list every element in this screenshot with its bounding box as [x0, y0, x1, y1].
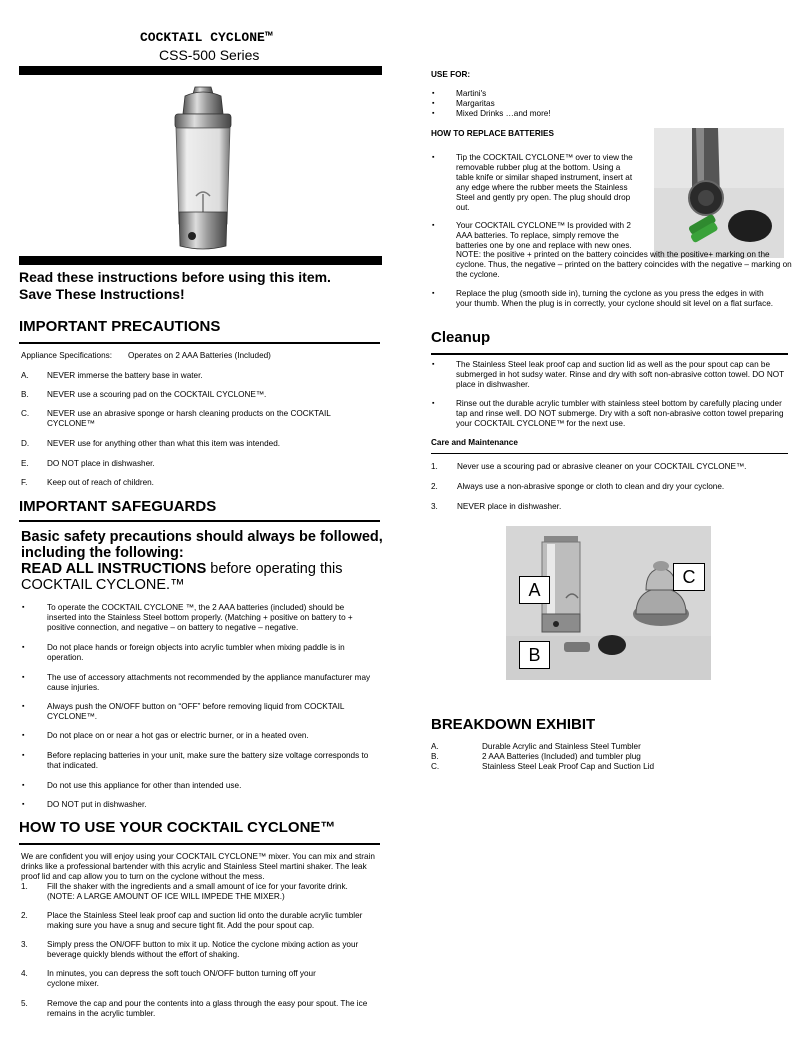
safeguards-rule [19, 520, 380, 522]
precaution-text: Keep out of reach of children. [47, 478, 154, 487]
safeguard-item: Do not place hands or foreign objects into acrylic tumbler when mixing paddle is in operation. [47, 643, 345, 662]
safeguards-lead-4: COCKTAIL CYCLONE.™ [21, 577, 185, 593]
howto-intro: We are confident you will enjoy using your COCKTAIL CYCLONE™ mixer. You can mix and strain drinks like a professional bartender with this acrylic and Stainless Steel martini shaker. The leak proof lid and cap allow you to turn on the cyclone without the mess. [21, 852, 375, 881]
brand-title: COCKTAIL CYCLONE™ [140, 30, 273, 45]
usefor-item: Martini's [456, 89, 487, 98]
cleanup-rule [431, 353, 788, 355]
breakdown-text: Durable Acrylic and Stainless Steel Tumbler [482, 742, 641, 751]
breakdown-letter: B. [431, 752, 439, 761]
exhibit-label-b: B [519, 641, 550, 669]
howto-title: HOW TO USE YOUR COCKTAIL CYCLONE™ [19, 819, 336, 836]
battery-step: Replace the plug (smooth side in), turning the cyclone as you press the edges in with your thumb. When the plug is in correctly, your cyclone should sit level on a flat surface. [456, 289, 774, 308]
precautions-rule [19, 342, 380, 344]
safeguard-item: DO NOT put in dishwasher. [47, 800, 147, 809]
precaution-text: NEVER use an abrasive sponge or harsh cleaning products on the COCKTAIL CYCLONE™ [47, 409, 331, 428]
bullet: ▪ [432, 222, 435, 229]
safeguard-item: The use of accessory attachments not recommended by the appliance manufacturer may cause injuries. [47, 673, 371, 692]
cleanup-title: Cleanup [431, 329, 491, 346]
cleanup-item: Rinse out the durable acrylic tumbler with stainless steel bottom by carefully placing under tap and rinse well. DO NOT submerge. Dry with a soft non-abrasive cotton towel preparing your COCKTAIL CYCLONE™ for the next use. [456, 399, 784, 428]
product-illustration [165, 84, 241, 254]
safeguards-lead-2: including the following: [21, 545, 184, 561]
care-number: 2. [431, 482, 438, 491]
precaution-text: NEVER use a scouring pad on the COCKTAIL CYCLONE™. [47, 390, 267, 399]
precaution-letter: D. [21, 439, 30, 448]
battery-note: NOTE: the positive + printed on the battery coincides with the positive+ marking on the cyclone. Thus, the negative – printed on the battery coincides with the negative – marking on the cyclone. [456, 250, 792, 279]
precaution-letter: E. [21, 459, 29, 468]
bullet: ▪ [432, 154, 435, 161]
battery-step: Your COCKTAIL CYCLONE™ Is provided with 2 AAA batteries. To replace, simply remove the batteries one by one and replace with new ones. [456, 221, 632, 250]
care-text: Always use a non-abrasive sponge or cloth to clean and dry your cyclone. [457, 482, 725, 491]
safeguard-item: Do not place on or near a hot gas or electric burner, or in a heated oven. [47, 731, 309, 740]
step-number: 1. [21, 882, 28, 891]
precaution-letter: F. [21, 478, 28, 487]
safeguards-lead-1: Basic safety precautions should always be followed, [21, 529, 383, 545]
bullet: ▪ [432, 361, 435, 368]
bullet: ▪ [22, 674, 25, 681]
spec-label: Appliance Specifications: [21, 351, 113, 360]
bullet: ▪ [22, 782, 25, 789]
exhibit-label-c: C [673, 563, 705, 591]
care-rule [431, 453, 788, 454]
safeguard-item: Do not use this appliance for other than intended use. [47, 781, 242, 790]
breakdown-letter: A. [431, 742, 439, 751]
series-title: CSS-500 Series [159, 47, 260, 63]
step-text: Remove the cap and pour the contents into a glass through the easy pour spout. The ice remains in the acrylic tumbler. [47, 999, 368, 1018]
care-text: Never use a scouring pad or abrasive cleaner on your COCKTAIL CYCLONE™. [457, 462, 747, 471]
precaution-letter: A. [21, 371, 29, 380]
lead-3-rest: before operating this [206, 561, 343, 577]
usefor-item: Mixed Drinks …and more! [456, 109, 551, 118]
batteries-title: HOW TO REPLACE BATTERIES [431, 129, 554, 138]
breakdown-letter: C. [431, 762, 440, 771]
bullet: ▪ [22, 644, 25, 651]
precaution-text: NEVER immerse the battery base in water. [47, 371, 203, 380]
battery-step: Tip the COCKTAIL CYCLONE™ over to view the removable rubber plug at the bottom. Using a table knife or similar shaped instrument, insert at any edge where the rubber meets the Stainless Steel and gently pry open. The plug should drop out. [456, 153, 633, 212]
battery-photo [654, 128, 784, 258]
top-bar [19, 66, 382, 75]
spec-value: Operates on 2 AAA Batteries (Included) [128, 351, 271, 360]
safeguard-item: Before replacing batteries in your unit, make sure the battery size voltage corresponds to that indicated. [47, 751, 369, 770]
mid-bar [19, 256, 382, 265]
exhibit-label-a: A [519, 576, 550, 604]
step-text: Place the Stainless Steel leak proof cap and suction lid onto the durable acrylic tumbler making sure you have a snug and secure tight fit. Add the pour spout cap. [47, 911, 363, 930]
precaution-letter: B. [21, 390, 29, 399]
care-text: NEVER place in dishwasher. [457, 502, 562, 511]
bullet: ▪ [432, 90, 435, 97]
step-number: 3. [21, 940, 28, 949]
step-number: 4. [21, 969, 28, 978]
safeguards-title: IMPORTANT SAFEGUARDS [19, 498, 217, 515]
cleanup-item: The Stainless Steel leak proof cap and suction lid as well as the pour spout cap can be submerged in hot sudsy water. Rinse and dry with soft non-abrasive cotton towel. DO NOT place in dishwasher. [456, 360, 784, 389]
bullet: ▪ [432, 100, 435, 107]
bullet: ▪ [432, 400, 435, 407]
step-number: 5. [21, 999, 28, 1008]
care-number: 1. [431, 462, 438, 471]
intro-line-1: Read these instructions before using this item. [19, 269, 331, 285]
safeguard-item: Always push the ON/OFF button on “OFF” before removing liquid from COCKTAIL CYCLONE™. [47, 702, 345, 721]
howto-rule [19, 843, 380, 845]
bullet: ▪ [22, 732, 25, 739]
usefor-item: Margaritas [456, 99, 495, 108]
care-number: 3. [431, 502, 438, 511]
breakdown-title: BREAKDOWN EXHIBIT [431, 716, 596, 733]
care-title: Care and Maintenance [431, 438, 518, 447]
safeguards-lead-3 [21, 561, 343, 578]
precaution-text: DO NOT place in dishwasher. [47, 459, 155, 468]
step-text: In minutes, you can depress the soft touch ON/OFF button turning off your cyclone mixer. [47, 969, 316, 988]
step-text: Simply press the ON/OFF button to mix it up. Notice the cyclone mixing action as your beverage quickly blends without the effort of shaking. [47, 940, 359, 959]
breakdown-text: 2 AAA Batteries (Included) and tumbler plug [482, 752, 641, 761]
step-text: Fill the shaker with the ingredients and a small amount of ice for your favorite drink. (NOTE: A LARGE AMOUNT OF ICE WILL IMPEDE THE MIXER.) [47, 882, 348, 901]
bullet: ▪ [22, 703, 25, 710]
read-all-instructions: READ ALL INSTRUCTIONS [21, 561, 207, 577]
bullet: ▪ [22, 604, 25, 611]
safeguard-item: To operate the COCKTAIL CYCLONE ™, the 2 AAA batteries (included) should be inserted into the Stainless Steel bottom properly. (Matching + positive on battery to + positive connection, and negative – on battery to negative – negative. [47, 603, 353, 632]
step-number: 2. [21, 911, 28, 920]
precaution-letter: C. [21, 409, 30, 418]
breakdown-text: Stainless Steel Leak Proof Cap and Suction Lid [482, 762, 655, 771]
usefor-title: USE FOR: [431, 70, 471, 79]
bullet: ▪ [22, 801, 25, 808]
bullet: ▪ [432, 290, 435, 297]
bullet: ▪ [432, 110, 435, 117]
precaution-text: NEVER use for anything other than what this item was intended. [47, 439, 281, 448]
precautions-title: IMPORTANT PRECAUTIONS [19, 318, 221, 335]
intro-line-2: Save These Instructions! [19, 286, 185, 302]
bullet: ▪ [22, 752, 25, 759]
